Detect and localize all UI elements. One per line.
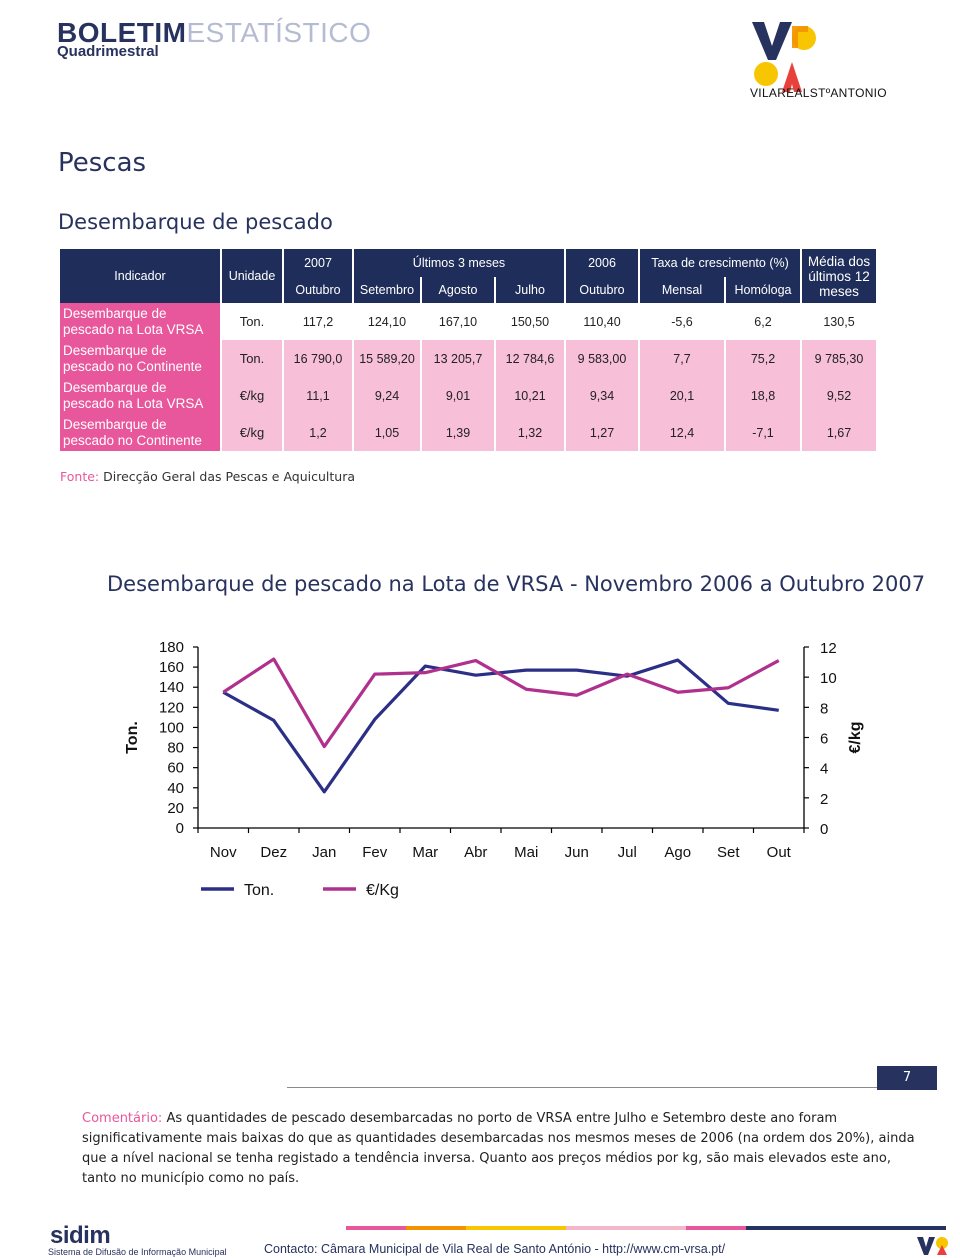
contact-line: Contacto: Câmara Municipal de Vila Real de Santo António - http://www.cm-vrsa.pt/ bbox=[264, 1242, 726, 1256]
row-unit: €/kg bbox=[222, 377, 282, 414]
row-label: Desembarque de pescado na Lota VRSA bbox=[60, 377, 220, 414]
line-chart bbox=[100, 630, 880, 920]
header-unit: Unidade bbox=[222, 249, 282, 303]
comment-text: As quantidades de pescado desembarcadas no porto de VRSA entre Julho e Setembro deste ano foram significativamente mais baixas do que as quantidades desembarcadas nos mesmos meses de 2006 (na ordem dos 20%), ainda que a nível nacional se tenha registado a tendência inversa. Quanto aos preços médios por kg, são mais elevados este ano, tanto no município como no país. bbox=[82, 1111, 915, 1186]
table-cell: 9,34 bbox=[566, 377, 638, 414]
table-cell: 150,50 bbox=[496, 303, 564, 340]
table-cell: 1,32 bbox=[496, 414, 564, 451]
x-tick-label: Jun bbox=[564, 844, 589, 861]
row-label: Desembarque de pescado na Lota VRSA bbox=[60, 303, 220, 340]
y-tick-label-left: 160 bbox=[158, 659, 184, 677]
table-row bbox=[60, 340, 876, 377]
y-tick-label-right: 2 bbox=[820, 790, 829, 808]
row-label: Desembarque de pescado no Continente bbox=[60, 340, 220, 377]
y-tick-label-left: 0 bbox=[175, 820, 184, 837]
header-mensal: Mensal bbox=[640, 277, 724, 303]
x-tick-label: Abr bbox=[464, 844, 488, 861]
bulletin-subtitle: Quadrimestral bbox=[57, 43, 159, 60]
row-unit: €/kg bbox=[222, 414, 282, 451]
series-line bbox=[223, 660, 779, 792]
table-cell: 117,2 bbox=[284, 303, 352, 340]
table-cell: 130,5 bbox=[802, 303, 876, 340]
table-cell: 15 589,20 bbox=[354, 340, 420, 377]
table-cell: 7,7 bbox=[640, 340, 724, 377]
y-tick-label-left: 60 bbox=[167, 759, 184, 777]
table-cell: 9 785,30 bbox=[802, 340, 876, 377]
table-cell: 10,21 bbox=[496, 377, 564, 414]
x-tick-label: Mai bbox=[514, 844, 539, 861]
page-number: 7 bbox=[877, 1066, 937, 1090]
table-cell: 12,4 bbox=[640, 414, 724, 451]
table-cell: 1,27 bbox=[566, 414, 638, 451]
table-cell: 20,1 bbox=[640, 377, 724, 414]
table-cell: 75,2 bbox=[726, 340, 800, 377]
header-setembro: Setembro bbox=[354, 277, 420, 303]
table-row bbox=[60, 377, 876, 414]
bulletin-title-bold: BOLETIM bbox=[57, 17, 187, 48]
source-note bbox=[60, 469, 355, 484]
header-2007: 2007 bbox=[284, 249, 352, 277]
table-cell: 9 583,00 bbox=[566, 340, 638, 377]
x-tick-label: Jan bbox=[312, 844, 337, 861]
table-row bbox=[60, 303, 876, 340]
row-label: Desembarque de pescado no Continente bbox=[60, 414, 220, 451]
section-title: Pescas bbox=[58, 148, 147, 178]
row-unit: Ton. bbox=[222, 303, 282, 340]
y-tick-label-right: 12 bbox=[820, 640, 837, 657]
y-tick-label-left: 20 bbox=[167, 799, 184, 817]
table-cell: 9,24 bbox=[354, 377, 420, 414]
y-tick-label-right: 6 bbox=[820, 730, 829, 748]
comment-paragraph bbox=[82, 1109, 922, 1189]
table-cell: 18,8 bbox=[726, 377, 800, 414]
sidim-logo: sidim bbox=[50, 1222, 111, 1249]
y-tick-label-left: 120 bbox=[158, 699, 184, 717]
footer-color-bars bbox=[346, 1226, 946, 1230]
y-axis-label-right: €/kg bbox=[847, 721, 864, 754]
header-homologa: Homóloga bbox=[726, 277, 800, 303]
page-number-rule bbox=[287, 1087, 877, 1088]
chart-series bbox=[223, 659, 779, 792]
comment-label: Comentário: bbox=[82, 1111, 163, 1126]
table-cell: -7,1 bbox=[726, 414, 800, 451]
table-cell: 124,10 bbox=[354, 303, 420, 340]
y-tick-label-right: 10 bbox=[820, 670, 837, 688]
header-indicator: Indicador bbox=[60, 249, 220, 303]
source-label: Fonte: bbox=[60, 469, 100, 484]
table-cell: 6,2 bbox=[726, 303, 800, 340]
header-2006: 2006 bbox=[566, 249, 638, 277]
table-cell: 110,40 bbox=[566, 303, 638, 340]
header-outubro-2007: Outubro bbox=[284, 277, 352, 303]
logo-text: VILAREALSTºANTONIO bbox=[750, 86, 887, 100]
legend-label: Ton. bbox=[244, 882, 275, 899]
x-tick-label: Ago bbox=[664, 844, 692, 861]
y-tick-label-right: 4 bbox=[820, 760, 829, 778]
header-agosto: Agosto bbox=[422, 277, 494, 303]
source-text: Direcção Geral das Pescas e Aquicultura bbox=[103, 469, 356, 484]
table-cell: 9,52 bbox=[802, 377, 876, 414]
table-cell: 12 784,6 bbox=[496, 340, 564, 377]
header-last-3-months: Últimos 3 meses bbox=[354, 249, 564, 277]
sidim-subtitle: Sistema de Difusão de Informação Municipal bbox=[48, 1247, 227, 1257]
header-growth-rate: Taxa de crescimento (%) bbox=[640, 249, 800, 277]
header-avg-12-months: Média dos últimos 12 meses bbox=[802, 249, 876, 303]
chart-legend bbox=[201, 882, 399, 899]
x-tick-label: Jul bbox=[617, 844, 637, 861]
table-cell: 9,01 bbox=[422, 377, 494, 414]
x-tick-label: Dez bbox=[260, 844, 288, 861]
bulletin-title-light: ESTATÍSTICO bbox=[186, 17, 372, 48]
y-tick-label-left: 140 bbox=[158, 679, 184, 697]
table-cell: 13 205,7 bbox=[422, 340, 494, 377]
table-row bbox=[60, 414, 876, 451]
subsection-title: Desembarque de pescado bbox=[58, 210, 333, 234]
table-cell: 1,67 bbox=[802, 414, 876, 451]
footer-vrsa-icon bbox=[915, 1235, 951, 1257]
data-table bbox=[58, 249, 878, 451]
header-outubro-2006: Outubro bbox=[566, 277, 638, 303]
x-tick-label: Fev bbox=[362, 844, 388, 861]
x-tick-label: Mar bbox=[412, 844, 439, 861]
table-cell: 1,2 bbox=[284, 414, 352, 451]
y-tick-label-left: 180 bbox=[158, 639, 184, 656]
x-tick-label: Nov bbox=[209, 844, 237, 861]
chart-title: Desembarque de pescado na Lota de VRSA - Novembro 2006 a Outubro 2007 bbox=[107, 572, 926, 596]
table-cell: -5,6 bbox=[640, 303, 724, 340]
y-axis-label-left: Ton. bbox=[124, 721, 141, 754]
table-cell: 167,10 bbox=[422, 303, 494, 340]
x-tick-label: Set bbox=[716, 844, 740, 861]
header-julho: Julho bbox=[496, 277, 564, 303]
x-tick-label: Out bbox=[766, 844, 791, 861]
y-tick-label-left: 100 bbox=[158, 719, 184, 737]
table-cell: 1,05 bbox=[354, 414, 420, 451]
legend-label: €/Kg bbox=[366, 882, 399, 899]
y-tick-label-left: 40 bbox=[167, 779, 184, 797]
y-tick-label-left: 80 bbox=[167, 739, 184, 757]
table-cell: 16 790,0 bbox=[284, 340, 352, 377]
table-cell: 1,39 bbox=[422, 414, 494, 451]
y-tick-label-right: 0 bbox=[820, 821, 829, 838]
y-tick-label-right: 8 bbox=[820, 700, 829, 718]
row-unit: Ton. bbox=[222, 340, 282, 377]
table-cell: 11,1 bbox=[284, 377, 352, 414]
